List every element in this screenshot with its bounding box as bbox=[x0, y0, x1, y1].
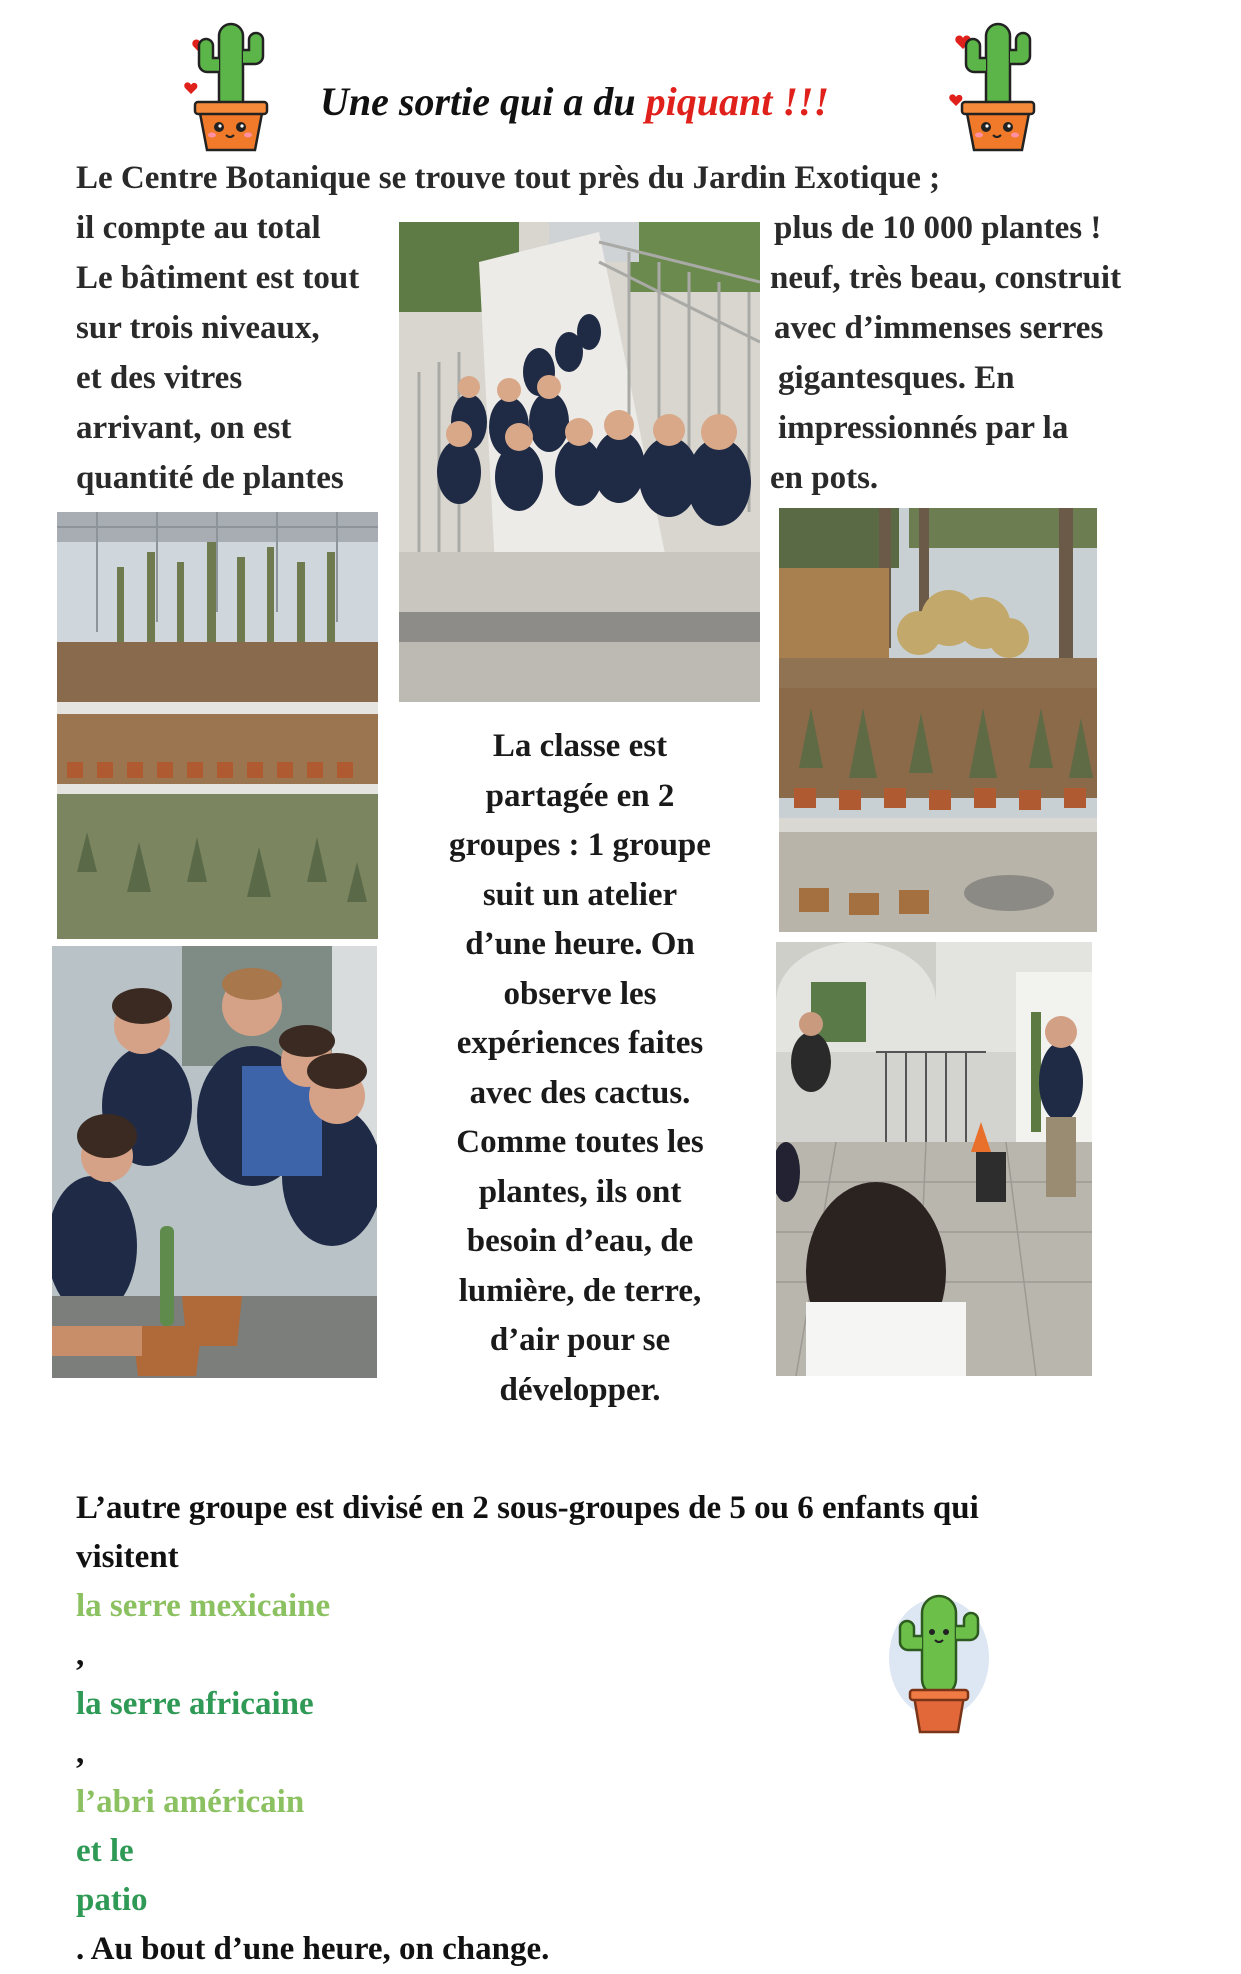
photo-workshop bbox=[776, 942, 1092, 1376]
bottom-paragraph bbox=[76, 1484, 1176, 1974]
photo-barrel-cactus bbox=[779, 508, 1097, 932]
intro-right-1: plus de 10 000 plantes ! bbox=[774, 210, 1102, 246]
visitent-text: visitent bbox=[76, 1539, 179, 1575]
cactus-pot-icon-bottom bbox=[884, 1588, 994, 1738]
serre-africaine: la serre africaine bbox=[76, 1686, 314, 1722]
bottom-line-3 bbox=[76, 1876, 1176, 1974]
intro-left-1: il compte au total bbox=[76, 210, 321, 246]
center-line: d’air pour se bbox=[489, 1322, 671, 1358]
intro-right-4: gigantesques. En bbox=[778, 360, 1015, 396]
intro-left-5: arrivant, on est bbox=[76, 410, 292, 446]
comma: , bbox=[76, 1735, 85, 1771]
bottom-line-1: L’autre groupe est divisé en 2 sous-groupes de 5 ou 6 enfants qui bbox=[76, 1490, 979, 1526]
center-line: d’une heure. On bbox=[465, 926, 695, 962]
center-line: plantes, ils ont bbox=[478, 1173, 682, 1210]
center-line: besoin d’eau, de bbox=[466, 1223, 694, 1259]
title-text: Une sortie qui a du bbox=[320, 79, 646, 124]
cactus-pot-icon-left bbox=[175, 14, 285, 154]
comma: , bbox=[76, 1637, 85, 1673]
et-le-text: et le bbox=[76, 1833, 134, 1869]
abri-americain: l’abri américain bbox=[76, 1784, 305, 1820]
cactus-pot-icon-right bbox=[942, 14, 1052, 154]
center-line: observe les bbox=[503, 975, 657, 1012]
center-line: Comme toutes les bbox=[456, 1124, 704, 1160]
center-line: avec des cactus. bbox=[469, 1074, 691, 1111]
serre-mexicaine: la serre mexicaine bbox=[76, 1588, 331, 1624]
intro-left-2: Le bâtiment est tout bbox=[76, 260, 360, 296]
bottom-line-3-end: . Au bout d’une heure, on change. bbox=[76, 1931, 550, 1967]
intro-right-3: avec d’immenses serres bbox=[774, 310, 1104, 346]
center-line: La classe est bbox=[492, 728, 668, 764]
photo-children-cactus bbox=[52, 946, 377, 1378]
photo-cactus-greenhouse bbox=[57, 512, 378, 939]
page-title bbox=[320, 78, 940, 125]
intro-right-2: neuf, très beau, construit bbox=[770, 260, 1122, 296]
center-line: suit un atelier bbox=[482, 876, 678, 913]
bottom-line-2 bbox=[76, 1533, 1176, 1876]
photo-class-on-stairs bbox=[399, 222, 760, 702]
title-highlight: piquant !!! bbox=[645, 79, 830, 124]
center-line: groupes : 1 groupe bbox=[449, 827, 711, 863]
center-line: partagée en 2 bbox=[485, 777, 675, 814]
center-line: développer. bbox=[499, 1371, 661, 1408]
center-text-block bbox=[420, 722, 740, 1415]
patio: patio bbox=[76, 1882, 148, 1918]
intro-left-4: et des vitres bbox=[76, 360, 243, 396]
intro-left-6: quantité de plantes bbox=[76, 460, 344, 496]
intro-right-6: en pots. bbox=[770, 460, 879, 496]
intro-left-3: sur trois niveaux, bbox=[76, 310, 320, 346]
center-line: expériences faites bbox=[456, 1025, 704, 1061]
center-line: lumière, de terre, bbox=[458, 1272, 702, 1309]
intro-line-1: Le Centre Botanique se trouve tout près du Jardin Exotique ; bbox=[76, 160, 941, 196]
intro-right-5: impressionnés par la bbox=[778, 410, 1069, 446]
